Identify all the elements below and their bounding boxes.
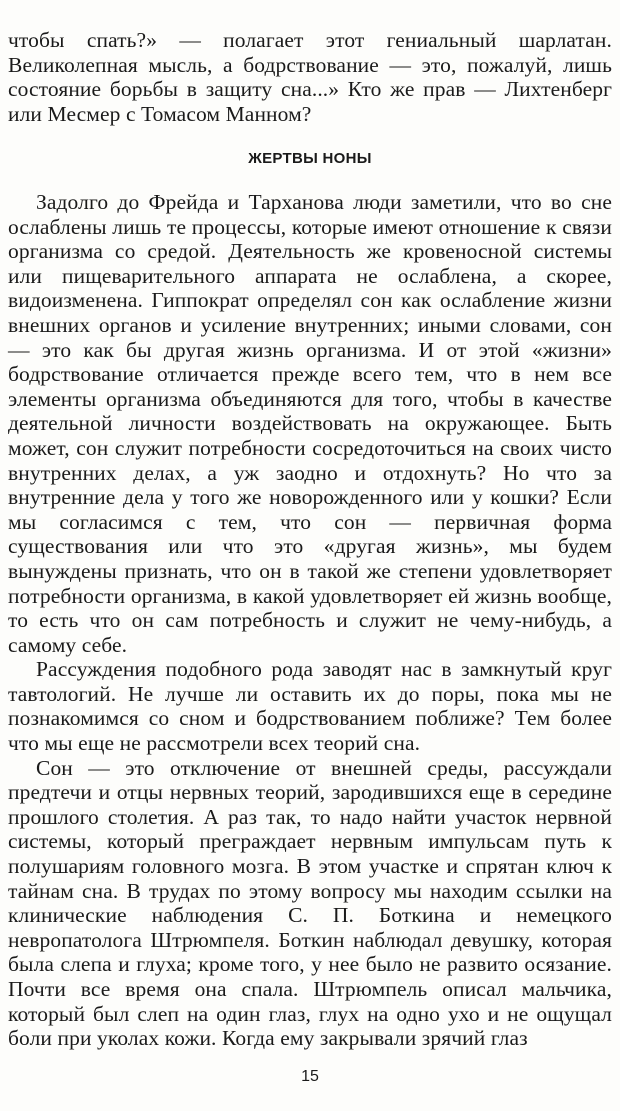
section-heading: ЖЕРТВЫ НОНЫ: [248, 150, 372, 167]
body-paragraph-3: Сон — это отключение от внешней среды, рассуждали предтечи и отцы нервных теорий, зародившихся еще в середине прошлого столетия. А раз так, то надо найти участок нервной системы, который преграждает нервным импульсам путь к полушариям головного мозга. В этом участке и спрятан ключ к тайнам сна. В трудах по этому вопросу мы находим ссылки на клинические наблюдения С. П. Боткина и немецкого невропатолога Штрюмпеля. Боткин наблюдал девушку, которая была слепа и глуха; кроме того, у нее было не развито осязание. Почти все время она спала. Штрюмпель описал мальчика, который был слеп на один глаз, глух на одно ухо и не ощущал боли при уколах кожи. Когда ему закрывали зрячий глаз: [8, 755, 612, 1051]
body-paragraph-1: Задолго до Фрейда и Тарханова люди заметили, что во сне ослаблены лишь те процессы, которые имеют отношение к связи организма со средой. Деятельность же кровеносной системы или пищеварительного аппарата не ослаблена, а скорее, видоизменена. Гиппократ определял сон как ослабление жизни внешних органов и усиление внутренних; иными словами, сон — это как бы другая жизнь организма. И от этой «жизни» бодрствование отличается прежде всего тем, что в нем все элементы организма объединяются для того, чтобы в качестве деятельной личности воздействовать на окружающее. Быть может, сон служит потребности сосредоточиться на своих чисто внутренних делах, а уж заодно и отдохнуть? Но что за внутренние дела у того же новорожденного или у кошки? Если мы согласимся с тем, что сон — первичная форма существования или что это «другая жизнь», мы будем вынуждены признать, что он в такой же степени удовлетворяет потребности организма, в какой удовлетворяет ей жизнь вообще, то есть что он сам потребность и служит не чему-нибудь, а самому себе.: [8, 190, 612, 657]
intro-paragraph: чтобы спать?» — полагает этот гениальный шарлатан. Великолепная мысль, а бодрствование — это, пожалуй, лишь состояние борьбы в защиту сна...» Кто же прав — Лихтенберг или Месмер с Томасом Манном?: [8, 28, 612, 126]
section-body: [8, 190, 612, 1051]
body-paragraph-2: Рассуждения подобного рода заводят нас в замкнутый круг тавтологий. Не лучше ли оставить их до поры, пока мы не познакомимся со сном и бодрствованием поближе? Тем более что мы еще не рассмотрели всех теорий сна.: [8, 657, 612, 756]
page-number: 15: [301, 1068, 319, 1085]
intro-text-block: [8, 28, 612, 126]
